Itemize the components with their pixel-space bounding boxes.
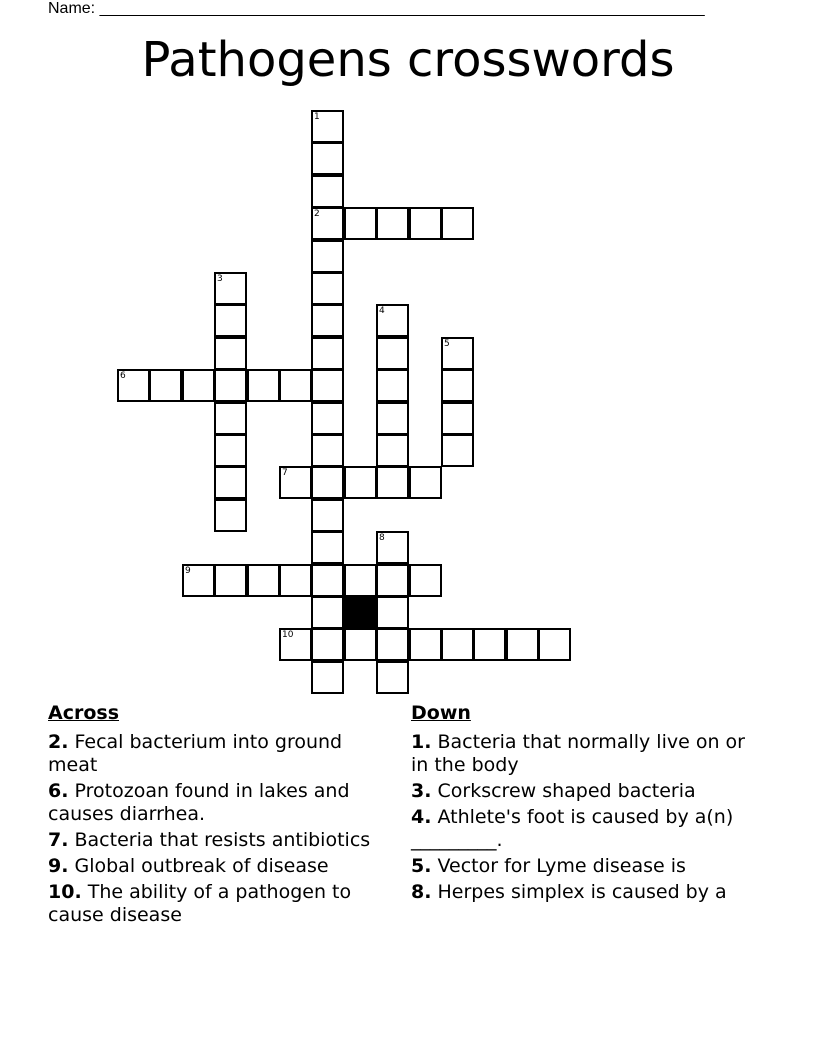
grid-cell[interactable] <box>344 628 377 661</box>
cell-number: 8 <box>379 533 385 543</box>
grid-cell[interactable] <box>409 564 442 597</box>
grid-cell[interactable] <box>311 564 344 597</box>
grid-cell[interactable] <box>279 369 312 402</box>
grid-cell[interactable] <box>214 304 247 337</box>
grid-cell[interactable] <box>214 337 247 370</box>
clue-text: Athlete's foot is caused by a(n) _________. <box>411 806 734 851</box>
grid-cell[interactable] <box>344 207 377 240</box>
clue-across-6 <box>48 780 393 826</box>
clue-number: 7. <box>48 829 69 851</box>
clue-number: 2. <box>48 731 69 753</box>
grid-cell[interactable] <box>311 628 344 661</box>
clue-number: 6. <box>48 780 69 802</box>
grid-cell[interactable] <box>376 564 409 597</box>
grid-cell[interactable] <box>441 628 474 661</box>
grid-cell[interactable] <box>441 207 474 240</box>
grid-cell[interactable] <box>214 499 247 532</box>
grid-cell[interactable] <box>279 628 312 661</box>
grid-cell[interactable] <box>311 434 344 467</box>
down-clues <box>411 702 751 907</box>
cell-number: 9 <box>185 566 191 576</box>
grid-cell[interactable] <box>409 628 442 661</box>
clue-text: Global outbreak of disease <box>74 855 329 877</box>
grid-cell[interactable] <box>214 369 247 402</box>
clue-number: 5. <box>411 855 432 877</box>
clue-number: 10. <box>48 881 82 903</box>
cell-number: 7 <box>282 468 288 478</box>
grid-cell[interactable] <box>376 531 409 564</box>
grid-cell[interactable] <box>409 207 442 240</box>
grid-cell[interactable] <box>376 628 409 661</box>
grid-cell[interactable] <box>311 402 344 435</box>
grid-cell[interactable] <box>311 369 344 402</box>
grid-cell[interactable] <box>311 175 344 208</box>
grid-cell[interactable] <box>117 369 150 402</box>
clue-text: Bacteria that resists antibiotics <box>74 829 371 851</box>
grid-cell[interactable] <box>538 628 571 661</box>
cell-number: 2 <box>314 209 320 219</box>
clue-text: Corkscrew shaped bacteria <box>437 780 696 802</box>
grid-cell[interactable] <box>149 369 182 402</box>
grid-cell[interactable] <box>441 402 474 435</box>
grid-cell[interactable] <box>376 434 409 467</box>
grid-cell[interactable] <box>214 564 247 597</box>
clue-down-4 <box>411 806 751 852</box>
grid-cell[interactable] <box>311 337 344 370</box>
cell-number: 3 <box>217 274 223 284</box>
cell-number: 5 <box>444 339 450 349</box>
grid-block-cell <box>344 596 377 629</box>
grid-cell[interactable] <box>214 466 247 499</box>
clue-number: 8. <box>411 881 432 903</box>
grid-cell[interactable] <box>311 142 344 175</box>
cell-number: 1 <box>314 112 320 122</box>
grid-cell[interactable] <box>506 628 539 661</box>
grid-cell[interactable] <box>376 466 409 499</box>
grid-cell[interactable] <box>311 596 344 629</box>
grid-cell[interactable] <box>344 466 377 499</box>
grid-cell[interactable] <box>182 564 215 597</box>
grid-cell[interactable] <box>311 466 344 499</box>
grid-cell[interactable] <box>376 661 409 694</box>
clue-across-7 <box>48 829 393 852</box>
across-clues <box>48 702 393 930</box>
grid-cell[interactable] <box>214 434 247 467</box>
down-heading: Down <box>411 702 471 724</box>
grid-cell[interactable] <box>182 369 215 402</box>
grid-cell[interactable] <box>376 369 409 402</box>
clue-text: The ability of a pathogen to cause disease <box>48 881 352 926</box>
clue-text: Bacteria that normally live on or in the body <box>411 731 745 776</box>
clue-text: Fecal bacterium into ground meat <box>48 731 343 776</box>
cell-number: 6 <box>120 371 126 381</box>
across-heading: Across <box>48 702 120 724</box>
clue-down-5 <box>411 855 751 878</box>
clue-down-3 <box>411 780 751 803</box>
clue-text: Protozoan found in lakes and causes diarrhea. <box>48 780 350 825</box>
grid-cell[interactable] <box>376 402 409 435</box>
clue-across-9 <box>48 855 393 878</box>
grid-cell[interactable] <box>376 596 409 629</box>
grid-cell[interactable] <box>441 434 474 467</box>
grid-cell[interactable] <box>279 564 312 597</box>
name-field-label: Name: ____________________________________________________________________ <box>48 0 705 17</box>
clue-number: 4. <box>411 806 432 828</box>
grid-cell[interactable] <box>311 304 344 337</box>
clue-across-2 <box>48 731 393 777</box>
grid-cell[interactable] <box>311 272 344 305</box>
grid-cell[interactable] <box>311 499 344 532</box>
grid-cell[interactable] <box>441 337 474 370</box>
grid-cell[interactable] <box>311 110 344 143</box>
cell-number: 10 <box>282 630 294 640</box>
grid-cell[interactable] <box>376 207 409 240</box>
clue-number: 3. <box>411 780 432 802</box>
clue-down-8 <box>411 881 751 904</box>
grid-cell[interactable] <box>311 661 344 694</box>
clue-down-1 <box>411 731 751 777</box>
grid-cell[interactable] <box>214 402 247 435</box>
grid-cell[interactable] <box>376 304 409 337</box>
clue-text: Vector for Lyme disease is <box>437 855 686 877</box>
grid-cell[interactable] <box>473 628 506 661</box>
puzzle-title: Pathogens crosswords <box>141 32 675 88</box>
grid-cell[interactable] <box>214 272 247 305</box>
grid-cell[interactable] <box>247 564 280 597</box>
grid-cell[interactable] <box>311 207 344 240</box>
grid-cell[interactable] <box>311 531 344 564</box>
clue-across-10 <box>48 881 393 927</box>
grid-cell[interactable] <box>344 564 377 597</box>
grid-cell[interactable] <box>311 240 344 273</box>
grid-cell[interactable] <box>247 369 280 402</box>
grid-cell[interactable] <box>409 466 442 499</box>
clue-number: 1. <box>411 731 432 753</box>
clue-number: 9. <box>48 855 69 877</box>
grid-cell[interactable] <box>441 369 474 402</box>
grid-cell[interactable] <box>279 466 312 499</box>
grid-cell[interactable] <box>376 337 409 370</box>
cell-number: 4 <box>379 306 385 316</box>
clue-text: Herpes simplex is caused by a <box>437 881 727 903</box>
